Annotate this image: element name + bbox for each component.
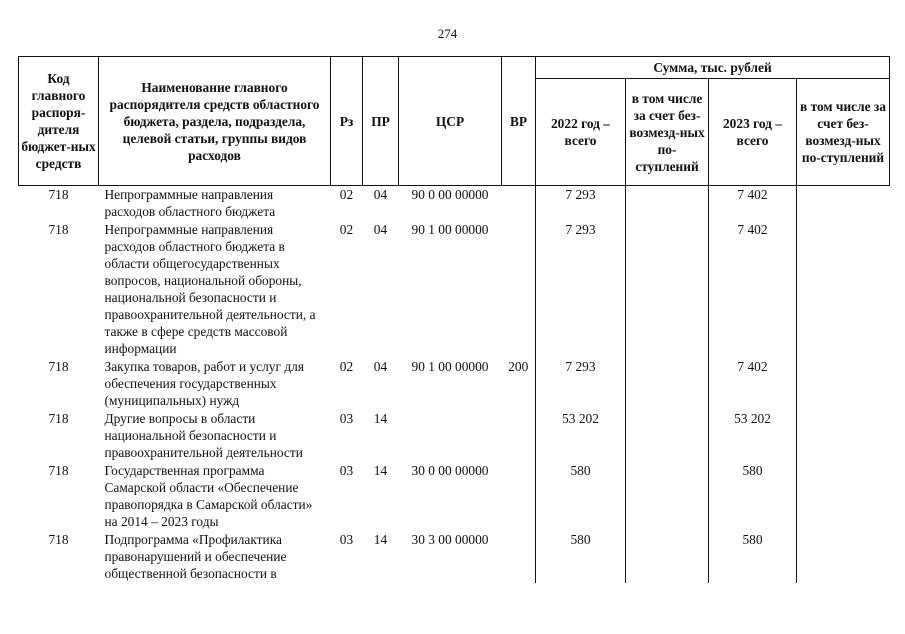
cell-pr: 04 [373,187,388,202]
budget-table [18,56,890,583]
header-name: Наименование главного распорядителя средств областного бюджета, раздела, подраздела, целевой статьи, группы видов расходов [99,57,331,186]
cell-2023-total: 53 202 [709,410,797,462]
cell-rz: 02 [339,222,354,237]
cell-code: 718 [48,187,69,202]
cell-2022-total: 7 293 [536,358,626,410]
cell-2023-gratuitous [797,358,890,410]
table-row [19,358,890,410]
header-csr: ЦСР [399,57,502,186]
cell-pr: 14 [373,463,388,478]
cell-2023-gratuitous [797,186,890,222]
header-code: Код главного распоря-дителя бюджет-ных средств [19,57,99,186]
cell-2023-total: 580 [709,462,797,531]
table-row [19,186,890,222]
cell-code: 718 [48,359,69,374]
cell-csr [399,410,502,462]
table-row [19,531,890,583]
cell-pr: 04 [373,359,388,374]
cell-csr: 90 1 00 00000 [411,359,489,374]
cell-rz: 02 [339,187,354,202]
cell-rz: 03 [339,411,354,426]
cell-rz: 02 [339,359,354,374]
table-body [19,186,890,584]
cell-name: Подпрограмма «Профилактика правонарушений и обеспечение общественной безопасности в [104,532,287,581]
cell-vr [502,410,536,462]
cell-vr [502,186,536,222]
cell-2023-total: 580 [709,531,797,583]
cell-2023-total: 7 402 [709,186,797,222]
table-row [19,462,890,531]
header-2023-gratuitous: в том числе за счет без-возмезд-ных по-ступлений [797,79,890,186]
cell-2022-gratuitous [626,186,709,222]
header-pr: ПР [363,57,399,186]
cell-2023-gratuitous [797,531,890,583]
cell-2022-total: 580 [536,462,626,531]
cell-2022-total: 7 293 [536,221,626,358]
cell-2022-total: 580 [536,531,626,583]
cell-csr: 30 0 00 00000 [411,463,489,478]
header-2022-gratuitous: в том числе за счет без-возмезд-ных по-ступлений [626,79,709,186]
cell-vr: 200 [508,359,529,374]
cell-name: Государственная программа Самарской области «Обеспечение правопорядка в Самарской области» на 2014 – 2023 годы [104,463,313,529]
cell-2022-gratuitous [626,462,709,531]
cell-code: 718 [48,532,69,547]
cell-2023-total: 7 402 [709,221,797,358]
table-row [19,221,890,358]
header-rz: Рз [331,57,363,186]
cell-2023-gratuitous [797,462,890,531]
cell-2022-total: 53 202 [536,410,626,462]
cell-rz: 03 [339,463,354,478]
cell-name: Непрограммные направления расходов областного бюджета в области общегосударственных вопросов, национальной обороны, национальной безопасности и правоохранительной деятельности, а также в сфере средств массовой информации [104,222,316,356]
cell-name: Другие вопросы в области национальной безопасности и правоохранительной деятельности [104,411,303,460]
table-header [19,57,890,186]
cell-pr: 14 [373,532,388,547]
cell-2023-gratuitous [797,410,890,462]
cell-code: 718 [48,411,69,426]
header-2022-total: 2022 год – всего [536,79,626,186]
cell-code: 718 [48,222,69,237]
cell-vr [502,462,536,531]
cell-csr: 90 0 00 00000 [411,187,489,202]
header-vr: ВР [502,57,536,186]
cell-2023-total: 7 402 [709,358,797,410]
cell-vr [502,531,536,583]
cell-pr: 04 [373,222,388,237]
cell-name: Закупка товаров, работ и услуг для обеспечения государственных (муниципальных) нужд [104,359,304,408]
cell-csr: 30 3 00 00000 [411,532,489,547]
cell-2022-gratuitous [626,410,709,462]
cell-pr: 14 [373,411,388,426]
cell-2022-gratuitous [626,531,709,583]
table-row [19,410,890,462]
header-sum-group: Сумма, тыс. рублей [536,57,890,79]
cell-vr [502,221,536,358]
cell-2022-gratuitous [626,221,709,358]
cell-code: 718 [48,463,69,478]
header-2023-total: 2023 год – всего [709,79,797,186]
cell-2022-total: 7 293 [536,186,626,222]
cell-2023-gratuitous [797,221,890,358]
cell-rz: 03 [339,532,354,547]
cell-2022-gratuitous [626,358,709,410]
page-number: 274 [437,26,458,41]
cell-name: Непрограммные направления расходов областного бюджета [104,187,276,219]
cell-csr: 90 1 00 00000 [411,222,489,237]
